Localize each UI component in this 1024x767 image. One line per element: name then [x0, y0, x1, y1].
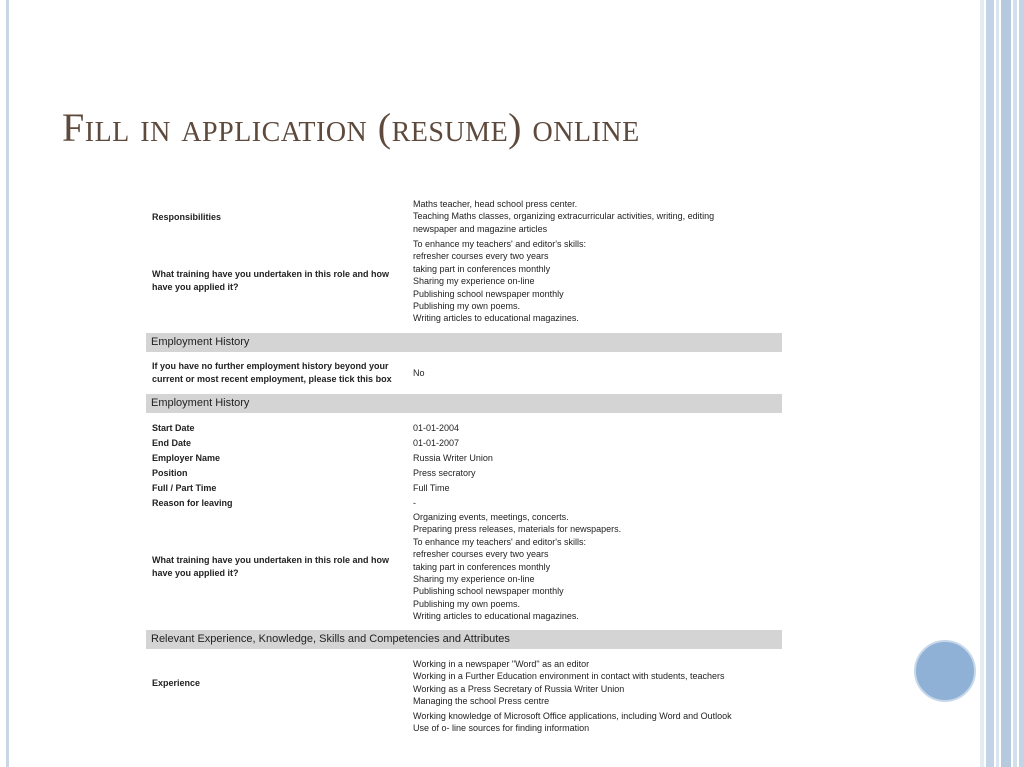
training-line: taking part in conferences monthly	[413, 561, 551, 572]
no-further-history-value: No	[413, 368, 425, 378]
responsibilities-value	[413, 198, 714, 235]
training-line: refresher courses every two years	[413, 549, 549, 560]
no-further-history-label-line: current or most recent employment, please tick this box	[152, 373, 392, 384]
field-value: Russia Writer Union	[413, 453, 493, 463]
experience-line: Working in a newspaper "Word" as an editor	[413, 659, 590, 669]
field-value: Full Time	[413, 483, 450, 493]
training-label-line: have you applied it?	[152, 567, 239, 578]
section-header-employment-history: Employment History	[146, 333, 782, 352]
training-line: Sharing my experience on-line	[413, 276, 535, 287]
field-label: End Date	[152, 438, 192, 448]
experience-value	[413, 658, 732, 734]
training-line: Publishing school newspaper monthly	[413, 586, 564, 597]
field-value: -	[413, 498, 416, 508]
training-line: taking part in conferences monthly	[413, 263, 551, 274]
field-label: Position	[152, 468, 188, 478]
training-line: refresher courses every two years	[413, 251, 549, 262]
training-line: Sharing my experience on-line	[413, 574, 535, 585]
training-line: Publishing school newspaper monthly	[413, 288, 564, 299]
experience-line: Working knowledge of Microsoft Office applications, including Word and Outlook	[413, 710, 732, 721]
responsibilities-label: Responsibilities	[152, 212, 222, 222]
experience-line: Working as a Press Secretary of Russia Writer Union	[413, 683, 625, 694]
training-line: Publishing my own poems.	[413, 598, 521, 609]
field-value: 01-01-2007	[413, 438, 460, 448]
training-line: Preparing press releases, materials for newspapers.	[413, 524, 622, 535]
decorative-circle	[914, 640, 976, 702]
training-label-line: What training have you undertaken in this role and how	[152, 269, 390, 279]
field-label: Full / Part Time	[152, 483, 217, 493]
training-label	[152, 554, 389, 579]
responsibilities-line: newspaper and magazine articles	[413, 223, 548, 234]
experience-line: Working in a Further Education environment in contact with students, teachers	[413, 671, 725, 682]
training-line: Publishing my own poems.	[413, 301, 521, 312]
left-border-rule	[6, 0, 9, 767]
right-decorative-stripes	[980, 0, 1024, 767]
training-label	[152, 268, 389, 293]
field-label: Employer Name	[152, 453, 221, 463]
training-line: To enhance my teachers' and editor's skills:	[413, 239, 587, 249]
training-line: Organizing events, meetings, concerts.	[413, 512, 569, 522]
training-line: Writing articles to educational magazines.	[413, 611, 579, 622]
training-line: To enhance my teachers' and editor's skills:	[413, 536, 587, 547]
training-label-line: have you applied it?	[152, 281, 239, 292]
experience-line: Use of o- line sources for finding information	[413, 723, 590, 734]
training-line: Writing articles to educational magazines.	[413, 313, 579, 324]
no-further-history-label-line: If you have no further employment history beyond your	[152, 361, 389, 371]
training-value	[413, 238, 586, 325]
training-label-line: What training have you undertaken in this role and how	[152, 555, 390, 565]
field-label: Reason for leaving	[152, 498, 233, 508]
field-value: 01-01-2004	[413, 423, 460, 433]
responsibilities-line: Teaching Maths classes, organizing extracurricular activities, writing, editing	[413, 211, 715, 222]
slide-title: Fill in application (resume) online	[62, 105, 640, 150]
training-value	[413, 511, 621, 623]
field-value: Press secratory	[413, 468, 476, 478]
experience-label: Experience	[152, 678, 201, 688]
section-header-relevant-experience: Relevant Experience, Knowledge, Skills and Competencies and Attributes	[146, 630, 782, 649]
responsibilities-line: Maths teacher, head school press center.	[413, 199, 578, 209]
no-further-history-label	[152, 360, 392, 385]
field-label: Start Date	[152, 423, 195, 433]
section-header-employment-history: Employment History	[146, 394, 782, 413]
experience-line: Managing the school Press centre	[413, 696, 550, 707]
